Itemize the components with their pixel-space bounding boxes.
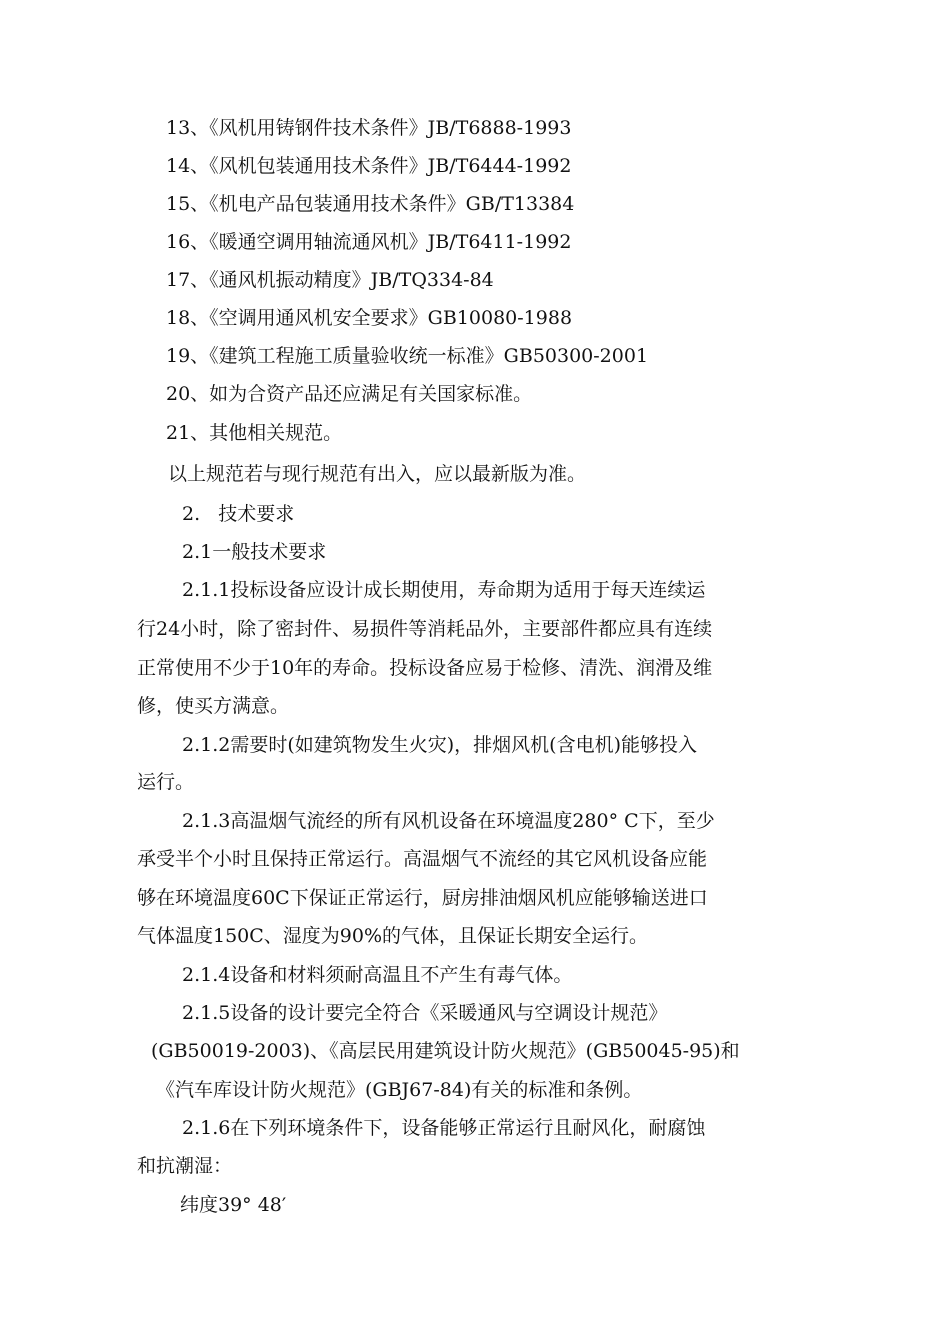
- clause-2-1-4: 2.1.4设备和材料须耐高温且不产生有毒气体。: [182, 964, 573, 986]
- standard-item-15: 15、《机电产品包装通用技术条件》GB/T13384: [166, 193, 575, 215]
- standard-item-16: 16、《暖通空调用轴流通风机》JB/T6411-1992: [166, 231, 572, 253]
- standard-item-17: 17、《通风机振动精度》JB/TQ334-84: [166, 269, 494, 291]
- standard-item-13: 13、《风机用铸钢件技术条件》JB/T6888-1993: [166, 117, 572, 139]
- standard-item-18: 18、《空调用通风机安全要求》GB10080-1988: [166, 307, 573, 329]
- clause-2-1-3-line-1: 2.1.3高温烟气流经的所有风机设备在环境温度280° C下，至少: [182, 810, 715, 832]
- clause-2-1-1-line-1: 2.1.1投标设备应设计成长期使用，寿命期为适用于每天连续运: [182, 579, 706, 601]
- clause-2-1-1-line-4: 修，使买方满意。: [137, 695, 290, 717]
- clause-2-1-1-line-2: 行24小时，除了密封件、易损件等消耗品外，主要部件都应具有连续: [137, 618, 713, 640]
- standard-item-21: 21、其他相关规范。: [166, 422, 343, 444]
- standard-item-20: 20、如为合资产品还应满足有关国家标准。: [166, 383, 533, 405]
- clause-2-1-5-line-2: (GB50019-2003)、《高层民用建筑设计防火规范》(GB50045-95)和: [151, 1040, 740, 1062]
- section-heading: 2. 技术要求: [182, 503, 295, 525]
- clause-2-1-2-line-1: 2.1.2需要时(如建筑物发生火灾)，排烟风机(含电机)能够投入: [182, 734, 697, 756]
- clause-2-1-3-line-4: 气体温度150C、湿度为90%的气体，且保证长期安全运行。: [137, 925, 649, 947]
- clause-2-1-5-line-1: 2.1.5设备的设计要完全符合《采暖通风与空调设计规范》: [182, 1002, 668, 1024]
- clause-2-1-2-line-2: 运行。: [137, 771, 195, 793]
- clause-2-1-3-line-3: 够在环境温度60C下保证正常运行，厨房排油烟风机应能够输送进口: [137, 887, 708, 909]
- standards-note: 以上规范若与现行规范有出入，应以最新版为准。: [168, 463, 587, 485]
- clause-2-1-6-line-1: 2.1.6在下列环境条件下，设备能够正常运行且耐风化，耐腐蚀: [182, 1117, 706, 1139]
- clause-2-1-6-line-2: 和抗潮湿：: [137, 1155, 233, 1177]
- clause-2-1-5-line-3: 《汽车库设计防火规范》(GBJ67-84)有关的标准和条例。: [156, 1079, 643, 1101]
- clause-2-1-3-line-2: 承受半个小时且保持正常运行。高温烟气不流经的其它风机设备应能: [137, 848, 708, 870]
- clause-2-1-1-line-3: 正常使用不少于10年的寿命。投标设备应易于检修、清洗、润滑及维: [137, 657, 713, 679]
- standard-item-19: 19、《建筑工程施工质量验收统一标准》GB50300-2001: [166, 345, 649, 367]
- subsection-heading: 2.1一般技术要求: [182, 541, 327, 563]
- standard-item-14: 14、《风机包装通用技术条件》JB/T6444-1992: [166, 155, 572, 177]
- latitude-value: 纬度39° 48′: [180, 1194, 287, 1216]
